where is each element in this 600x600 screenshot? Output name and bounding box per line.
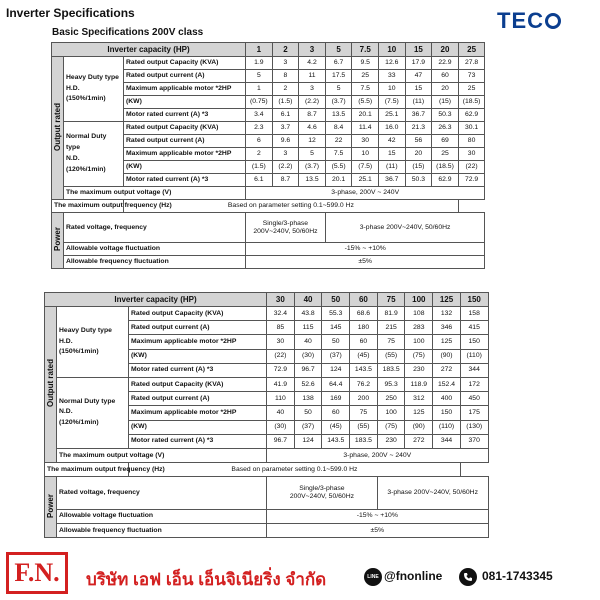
motor-current-value: 272 — [433, 363, 461, 377]
motor-hp-label: Maximum applicable motor *2HP — [124, 83, 246, 96]
motor-kw-value: (18.5) — [432, 161, 459, 174]
motor-current-label: Motor rated current (A) *3 — [129, 363, 267, 377]
kva-value: 172 — [460, 377, 488, 391]
motor-hp-value: 5 — [325, 83, 352, 96]
current-value: 69 — [432, 135, 459, 148]
motor-kw-value: (5.5) — [325, 161, 352, 174]
current-value: 42 — [379, 135, 406, 148]
motor-hp-value: 40 — [267, 406, 295, 420]
motor-current-value: 183.5 — [350, 434, 378, 448]
current-value: 6 — [246, 135, 273, 148]
motor-kw-value: (110) — [433, 420, 461, 434]
rated-voltage-label: Rated voltage, frequency — [64, 213, 246, 243]
motor-kw-value: (30) — [294, 349, 322, 363]
current-value: 250 — [377, 392, 405, 406]
motor-kw-value: (90) — [405, 420, 433, 434]
motor-current-value: 25.1 — [352, 174, 379, 187]
motor-kw-value: (22) — [267, 349, 295, 363]
motor-kw-value: (30) — [267, 420, 295, 434]
motor-kw-value: (37) — [294, 420, 322, 434]
max-freq-value: Based on parameter setting 0.1~599.0 Hz — [124, 200, 459, 213]
motor-kw-value: (3.7) — [325, 96, 352, 109]
motor-hp-value: 100 — [405, 335, 433, 349]
rated-single-range: 200V~240V, 50/60Hz — [289, 492, 354, 500]
hd-group-label — [57, 307, 129, 378]
kva-value: 118.9 — [405, 377, 433, 391]
hp-header-cell: 1 — [246, 43, 273, 57]
current-value: 415 — [460, 321, 488, 335]
rated-three-value: 3-phase 200V~240V, 50/60Hz — [325, 213, 485, 243]
motor-kw-label: (KW) — [124, 161, 246, 174]
current-value: 33 — [379, 70, 406, 83]
motor-hp-value: 25 — [432, 148, 459, 161]
motor-hp-label: Maximum applicable motor *2HP — [124, 148, 246, 161]
motor-current-value: 50.3 — [405, 174, 432, 187]
kva-value: 6.7 — [325, 57, 352, 70]
motor-hp-value: 3 — [272, 148, 299, 161]
current-value: 73 — [458, 70, 485, 83]
rated-single-line: Single/3-phase — [299, 485, 345, 493]
hp-header-cell: 40 — [294, 293, 322, 307]
rated-voltage-label: Rated voltage, frequency — [57, 477, 267, 509]
motor-current-value: 370 — [460, 434, 488, 448]
phone-number[interactable]: 081-1743345 — [482, 569, 553, 583]
power-text: Power — [52, 227, 62, 252]
motor-current-value: 20.1 — [325, 174, 352, 187]
motor-current-value: 230 — [377, 434, 405, 448]
motor-kw-value: (110) — [460, 349, 488, 363]
page-subtitle: Basic Specifications 200V class — [52, 27, 204, 38]
motor-current-value: 62.9 — [432, 174, 459, 187]
current-value: 215 — [377, 321, 405, 335]
kva-value: 43.8 — [294, 307, 322, 321]
allow-voltage-label: Allowable voltage fluctuation — [57, 509, 267, 523]
allow-voltage-label: Allowable voltage fluctuation — [64, 243, 246, 256]
current-value: 115 — [294, 321, 322, 335]
power-side-label — [45, 477, 57, 538]
capacity-header: Inverter capacity (HP) — [52, 43, 246, 57]
motor-kw-value: (37) — [322, 349, 350, 363]
current-value: 56 — [405, 135, 432, 148]
current-value: 60 — [432, 70, 459, 83]
group-label-line: type — [66, 144, 80, 152]
rated-three-value: 3-phase 200V~240V, 50/60Hz — [377, 477, 488, 509]
motor-hp-value: 3 — [299, 83, 326, 96]
kva-value: 132 — [433, 307, 461, 321]
motor-hp-value: 10 — [352, 148, 379, 161]
max-freq-value: Based on parameter setting 0.1~599.0 Hz — [129, 463, 461, 477]
current-value: 47 — [405, 70, 432, 83]
kva-value: 52.6 — [294, 377, 322, 391]
kva-label: Rated output Capacity (KVA) — [129, 377, 267, 391]
allow-freq-value: ±5% — [246, 256, 485, 269]
motor-hp-value: 15 — [379, 148, 406, 161]
motor-hp-value: 20 — [432, 83, 459, 96]
nd-group-label — [57, 377, 129, 448]
current-value: 110 — [267, 392, 295, 406]
rated-single-line: Single/3-phase — [262, 219, 309, 227]
fn-logo: F.N. — [6, 552, 68, 594]
max-voltage-label: The maximum output voltage (V) — [64, 187, 246, 200]
hp-header-cell: 60 — [350, 293, 378, 307]
current-value: 450 — [460, 392, 488, 406]
motor-kw-value: (7.5) — [352, 161, 379, 174]
current-value: 8 — [272, 70, 299, 83]
motor-hp-value: 150 — [460, 335, 488, 349]
current-value: 85 — [267, 321, 295, 335]
current-value: 200 — [350, 392, 378, 406]
hp-header-cell: 150 — [460, 293, 488, 307]
group-label-line: (150%/1min) — [59, 348, 99, 356]
spec-table-2 — [44, 292, 489, 538]
group-label-line: (120%/1min) — [66, 165, 106, 173]
motor-current-value: 96.7 — [267, 434, 295, 448]
motor-kw-label: (KW) — [129, 420, 267, 434]
kva-value: 21.3 — [405, 122, 432, 135]
motor-current-value: 8.7 — [299, 109, 326, 122]
motor-hp-value: 2 — [272, 83, 299, 96]
motor-hp-value: 20 — [405, 148, 432, 161]
motor-kw-value: (22) — [458, 161, 485, 174]
kva-value: 3.7 — [272, 122, 299, 135]
kva-value: 12.6 — [379, 57, 406, 70]
motor-current-value: 36.7 — [379, 174, 406, 187]
motor-kw-value: (5.5) — [352, 96, 379, 109]
group-label-line: N.D. — [59, 408, 73, 416]
spec-table-1 — [51, 42, 485, 269]
kva-value: 152.4 — [433, 377, 461, 391]
motor-hp-value: 150 — [433, 406, 461, 420]
rated-single-value — [267, 477, 378, 509]
kva-value: 68.6 — [350, 307, 378, 321]
motor-kw-label: (KW) — [124, 96, 246, 109]
hp-header-cell: 5 — [325, 43, 352, 57]
allow-freq-value: ±5% — [267, 523, 489, 537]
motor-kw-value: (130) — [460, 420, 488, 434]
hp-header-cell: 3 — [299, 43, 326, 57]
motor-kw-value: (7.5) — [379, 96, 406, 109]
motor-current-value: 230 — [405, 363, 433, 377]
hp-header-cell: 20 — [432, 43, 459, 57]
kva-value: 26.3 — [432, 122, 459, 135]
kva-value: 4.6 — [299, 122, 326, 135]
current-value: 400 — [433, 392, 461, 406]
motor-kw-value: (18.5) — [458, 96, 485, 109]
output-rated-text: Output rated — [45, 359, 55, 408]
motor-hp-value: 15 — [405, 83, 432, 96]
group-label-line: Heavy Duty type — [59, 326, 112, 334]
motor-kw-value: (15) — [432, 96, 459, 109]
kva-value: 95.3 — [377, 377, 405, 391]
current-value: 145 — [322, 321, 350, 335]
group-label-line: (150%/1min) — [66, 95, 106, 103]
motor-current-value: 50.3 — [432, 109, 459, 122]
current-value: 283 — [405, 321, 433, 335]
kva-value: 158 — [460, 307, 488, 321]
motor-hp-label: Maximum applicable motor *2HP — [129, 335, 267, 349]
motor-current-value: 25.1 — [379, 109, 406, 122]
motor-current-value: 13.5 — [299, 174, 326, 187]
capacity-header: Inverter capacity (HP) — [45, 293, 267, 307]
hp-header-cell: 25 — [458, 43, 485, 57]
motor-current-value: 6.1 — [272, 109, 299, 122]
current-value: 180 — [350, 321, 378, 335]
motor-current-value: 36.7 — [405, 109, 432, 122]
group-label-line: Heavy Duty type — [66, 73, 119, 81]
hp-header-cell: 15 — [405, 43, 432, 57]
motor-hp-value: 30 — [267, 335, 295, 349]
group-label-line: Normal Duty type — [59, 397, 116, 405]
motor-hp-value: 175 — [460, 406, 488, 420]
company-name: บริษัท เอฟ เอ็น เอ็นจิเนียริ่ง จำกัด — [86, 570, 327, 589]
kva-value: 64.4 — [322, 377, 350, 391]
rated-single-range: 200V~240V, 50/60Hz — [253, 227, 318, 235]
hp-header-cell: 50 — [322, 293, 350, 307]
current-value: 346 — [433, 321, 461, 335]
power-text: Power — [45, 494, 55, 519]
motor-current-label: Motor rated current (A) *3 — [129, 434, 267, 448]
motor-kw-value: (2.2) — [299, 96, 326, 109]
motor-current-value: 13.5 — [325, 109, 352, 122]
motor-hp-value: 75 — [350, 406, 378, 420]
current-value: 17.5 — [325, 70, 352, 83]
current-label: Rated output current (A) — [129, 392, 267, 406]
current-label: Rated output current (A) — [129, 321, 267, 335]
kva-value: 16.0 — [379, 122, 406, 135]
motor-current-value: 96.7 — [294, 363, 322, 377]
motor-kw-value: (1.5) — [246, 161, 273, 174]
output-rated-side-label — [52, 57, 64, 200]
hp-header-cell: 30 — [267, 293, 295, 307]
motor-kw-value: (75) — [405, 349, 433, 363]
power-side-label — [52, 213, 64, 269]
motor-current-value: 62.9 — [458, 109, 485, 122]
logo-ring-icon — [545, 13, 561, 29]
motor-kw-value: (75) — [377, 420, 405, 434]
kva-value: 32.4 — [267, 307, 295, 321]
kva-value: 27.8 — [458, 57, 485, 70]
motor-kw-value: (11) — [405, 96, 432, 109]
motor-current-value: 344 — [460, 363, 488, 377]
motor-kw-value: (11) — [379, 161, 406, 174]
motor-current-value: 3.4 — [246, 109, 273, 122]
kva-value: 17.9 — [405, 57, 432, 70]
motor-current-value: 6.1 — [246, 174, 273, 187]
kva-value: 41.9 — [267, 377, 295, 391]
max-voltage-value: 3-phase, 200V ~ 240V — [267, 448, 489, 462]
allow-voltage-value: -15% ~ +10% — [267, 509, 489, 523]
hp-header-cell: 10 — [379, 43, 406, 57]
motor-kw-value: (15) — [405, 161, 432, 174]
allow-voltage-value: -15% ~ +10% — [246, 243, 485, 256]
teco-logo: TEC — [497, 8, 561, 34]
motor-kw-value: (3.7) — [299, 161, 326, 174]
kva-label: Rated output Capacity (KVA) — [129, 307, 267, 321]
motor-kw-label: (KW) — [129, 349, 267, 363]
group-label-line: N.D. — [66, 155, 80, 162]
output-rated-text: Output rated — [52, 102, 62, 151]
motor-hp-value: 7.5 — [325, 148, 352, 161]
current-value: 80 — [458, 135, 485, 148]
motor-hp-value: 7.5 — [352, 83, 379, 96]
motor-kw-value: (45) — [322, 420, 350, 434]
motor-current-value: 8.7 — [272, 174, 299, 187]
hp-header-cell: 7.5 — [352, 43, 379, 57]
kva-value: 2.3 — [246, 122, 273, 135]
line-id[interactable]: @fnonline — [384, 569, 443, 583]
allow-freq-label: Allowable frequency fluctuation — [64, 256, 246, 269]
phone-icon — [459, 568, 477, 586]
hp-header-cell: 75 — [377, 293, 405, 307]
allow-freq-label: Allowable frequency fluctuation — [57, 523, 267, 537]
kva-value: 8.4 — [325, 122, 352, 135]
motor-hp-value: 60 — [322, 406, 350, 420]
kva-value: 22.9 — [432, 57, 459, 70]
hp-header-cell: 125 — [433, 293, 461, 307]
motor-kw-value: (90) — [433, 349, 461, 363]
hp-header-cell: 100 — [405, 293, 433, 307]
page-title: Inverter Specifications — [6, 6, 135, 20]
motor-current-value: 183.5 — [377, 363, 405, 377]
motor-hp-value: 5 — [299, 148, 326, 161]
current-value: 30 — [352, 135, 379, 148]
kva-value: 4.2 — [299, 57, 326, 70]
current-value: 11 — [299, 70, 326, 83]
kva-value: 3 — [272, 57, 299, 70]
kva-value: 108 — [405, 307, 433, 321]
nd-group-label — [64, 122, 124, 187]
current-value: 12 — [299, 135, 326, 148]
line-app-icon: LINE — [364, 568, 382, 586]
motor-kw-value: (55) — [377, 349, 405, 363]
motor-kw-value: (55) — [350, 420, 378, 434]
motor-hp-value: 40 — [294, 335, 322, 349]
kva-value: 81.9 — [377, 307, 405, 321]
motor-kw-value: (45) — [350, 349, 378, 363]
current-value: 5 — [246, 70, 273, 83]
motor-hp-value: 50 — [322, 335, 350, 349]
max-freq-label: The maximum output frequency (Hz) — [45, 463, 129, 477]
motor-current-value: 143.5 — [322, 434, 350, 448]
motor-hp-value: 100 — [377, 406, 405, 420]
rated-single-value — [246, 213, 326, 243]
motor-current-value: 124 — [294, 434, 322, 448]
kva-value: 76.2 — [350, 377, 378, 391]
kva-value: 30.1 — [458, 122, 485, 135]
motor-hp-value: 1 — [246, 83, 273, 96]
motor-hp-value: 125 — [433, 335, 461, 349]
motor-hp-label: Maximum applicable motor *2HP — [129, 406, 267, 420]
kva-label: Rated output Capacity (KVA) — [124, 57, 246, 70]
motor-current-label: Motor rated current (A) *3 — [124, 174, 246, 187]
motor-hp-value: 10 — [379, 83, 406, 96]
motor-current-label: Motor rated current (A) *3 — [124, 109, 246, 122]
motor-hp-value: 30 — [458, 148, 485, 161]
current-value: 169 — [322, 392, 350, 406]
motor-kw-value: (1.5) — [272, 96, 299, 109]
motor-hp-value: 2 — [246, 148, 273, 161]
output-rated-side-label — [45, 307, 57, 463]
motor-current-value: 143.5 — [350, 363, 378, 377]
max-freq-label: The maximum output frequency (Hz) — [52, 200, 124, 213]
kva-value: 11.4 — [352, 122, 379, 135]
kva-value: 9.5 — [352, 57, 379, 70]
motor-hp-value: 50 — [294, 406, 322, 420]
group-label-line: Normal Duty — [66, 133, 107, 141]
motor-current-value: 272 — [405, 434, 433, 448]
current-value: 138 — [294, 392, 322, 406]
current-value: 312 — [405, 392, 433, 406]
motor-hp-value: 125 — [405, 406, 433, 420]
motor-hp-value: 25 — [458, 83, 485, 96]
motor-current-value: 20.1 — [352, 109, 379, 122]
hp-header-cell: 2 — [272, 43, 299, 57]
max-voltage-value: 3-phase, 200V ~ 240V — [246, 187, 485, 200]
kva-value: 55.3 — [322, 307, 350, 321]
motor-current-value: 72.9 — [267, 363, 295, 377]
motor-hp-value: 60 — [350, 335, 378, 349]
motor-current-value: 72.9 — [458, 174, 485, 187]
current-label: Rated output current (A) — [124, 70, 246, 83]
motor-hp-value: 75 — [377, 335, 405, 349]
group-label-line: H.D. — [66, 84, 80, 92]
kva-label: Rated output Capacity (KVA) — [124, 122, 246, 135]
motor-kw-value: (0.75) — [246, 96, 273, 109]
motor-current-value: 344 — [433, 434, 461, 448]
group-label-line: (120%/1min) — [59, 419, 99, 427]
max-voltage-label: The maximum output voltage (V) — [57, 448, 267, 462]
kva-value: 1.9 — [246, 57, 273, 70]
motor-current-value: 124 — [322, 363, 350, 377]
current-value: 25 — [352, 70, 379, 83]
motor-kw-value: (2.2) — [272, 161, 299, 174]
hd-group-label — [64, 57, 124, 122]
current-value: 22 — [325, 135, 352, 148]
current-value: 9.6 — [272, 135, 299, 148]
current-label: Rated output current (A) — [124, 135, 246, 148]
group-label-line: H.D. — [59, 337, 73, 345]
